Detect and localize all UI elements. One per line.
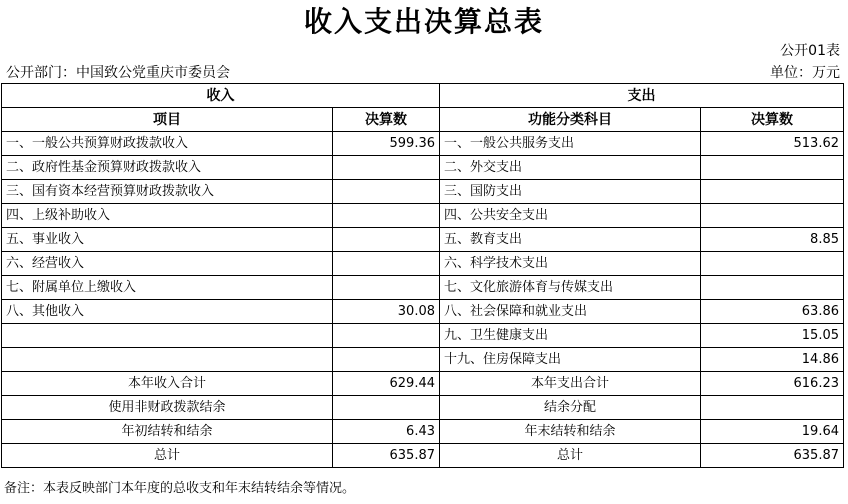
expense-amount-cell: 19.64 — [701, 420, 844, 444]
func-item-header: 功能分类科目 — [440, 108, 701, 132]
expense-item-cell: 六、科学技术支出 — [440, 252, 701, 276]
expense-item-cell: 一、一般公共服务支出 — [440, 132, 701, 156]
expense-amount-cell — [701, 156, 844, 180]
expense-amount-cell: 513.62 — [701, 132, 844, 156]
expense-item-cell: 九、卫生健康支出 — [440, 324, 701, 348]
income-amount-cell: 629.44 — [333, 372, 440, 396]
table-row — [2, 276, 844, 300]
income-item-cell: 三、国有资本经营预算财政拨款收入 — [2, 180, 333, 204]
income-item-cell: 八、其他收入 — [2, 300, 333, 324]
expense-amount-cell: 616.23 — [701, 372, 844, 396]
income-amount-cell: 635.87 — [333, 444, 440, 468]
income-header: 收入 — [2, 84, 440, 108]
table-row — [2, 132, 844, 156]
unit-label: 单位：万元 — [770, 65, 840, 81]
header-row-sub — [2, 108, 844, 132]
income-item-cell: 总计 — [2, 444, 333, 468]
income-item-cell — [2, 324, 333, 348]
income-amount-cell — [333, 228, 440, 252]
expense-item-cell: 本年支出合计 — [440, 372, 701, 396]
income-item-cell: 年初结转和结余 — [2, 420, 333, 444]
income-amount-cell: 599.36 — [333, 132, 440, 156]
income-amount-cell — [333, 252, 440, 276]
income-amount-cell — [333, 276, 440, 300]
department-label: 公开部门：中国致公党重庆市委员会 — [6, 65, 230, 81]
income-item-cell: 六、经营收入 — [2, 252, 333, 276]
table-row — [2, 204, 844, 228]
summary-row — [2, 420, 844, 444]
expense-amount-cell — [701, 180, 844, 204]
expense-item-cell: 总计 — [440, 444, 701, 468]
expense-amount-cell: 15.05 — [701, 324, 844, 348]
income-item-cell: 二、政府性基金预算财政拨款收入 — [2, 156, 333, 180]
income-amount-cell: 6.43 — [333, 420, 440, 444]
table-row — [2, 348, 844, 372]
expense-item-cell: 七、文化旅游体育与传媒支出 — [440, 276, 701, 300]
amount2-header: 决算数 — [701, 108, 844, 132]
expense-amount-cell: 635.87 — [701, 444, 844, 468]
expense-amount-cell: 14.86 — [701, 348, 844, 372]
income-item-cell: 使用非财政拨款结余 — [2, 396, 333, 420]
expense-item-cell: 八、社会保障和就业支出 — [440, 300, 701, 324]
income-expense-table — [1, 83, 844, 468]
table-row — [2, 300, 844, 324]
expense-item-cell: 五、教育支出 — [440, 228, 701, 252]
income-item-cell: 本年收入合计 — [2, 372, 333, 396]
income-amount-cell — [333, 180, 440, 204]
table-row — [2, 324, 844, 348]
expense-item-cell: 结余分配 — [440, 396, 701, 420]
expense-item-cell: 三、国防支出 — [440, 180, 701, 204]
income-item-cell: 四、上级补助收入 — [2, 204, 333, 228]
footnote: 备注：本表反映部门本年度的总收支和年末结转结余等情况。 — [4, 481, 356, 496]
item-header: 项目 — [2, 108, 333, 132]
summary-row — [2, 444, 844, 468]
expense-amount-cell — [701, 252, 844, 276]
page-title: 收入支出决算总表 — [303, 5, 544, 38]
income-amount-cell — [333, 204, 440, 228]
income-amount-cell — [333, 348, 440, 372]
income-item-cell: 七、附属单位上缴收入 — [2, 276, 333, 300]
income-amount-cell — [333, 156, 440, 180]
expense-item-cell: 十九、住房保障支出 — [440, 348, 701, 372]
table-row — [2, 180, 844, 204]
expense-item-cell: 年末结转和结余 — [440, 420, 701, 444]
expense-amount-cell — [701, 204, 844, 228]
income-item-cell: 五、事业收入 — [2, 228, 333, 252]
expense-header: 支出 — [440, 84, 844, 108]
header-row-top — [2, 84, 844, 108]
income-item-cell: 一、一般公共预算财政拨款收入 — [2, 132, 333, 156]
summary-row — [2, 396, 844, 420]
table-row — [2, 228, 844, 252]
income-amount-cell — [333, 396, 440, 420]
expense-amount-cell — [701, 396, 844, 420]
form-number: 公开01表 — [780, 43, 840, 59]
expense-amount-cell: 63.86 — [701, 300, 844, 324]
expense-item-cell: 四、公共安全支出 — [440, 204, 701, 228]
expense-amount-cell: 8.85 — [701, 228, 844, 252]
table-row — [2, 252, 844, 276]
summary-row — [2, 372, 844, 396]
income-amount-cell: 30.08 — [333, 300, 440, 324]
expense-amount-cell — [701, 276, 844, 300]
table-row — [2, 156, 844, 180]
income-amount-cell — [333, 324, 440, 348]
income-item-cell — [2, 348, 333, 372]
expense-item-cell: 二、外交支出 — [440, 156, 701, 180]
amount-header: 决算数 — [333, 108, 440, 132]
